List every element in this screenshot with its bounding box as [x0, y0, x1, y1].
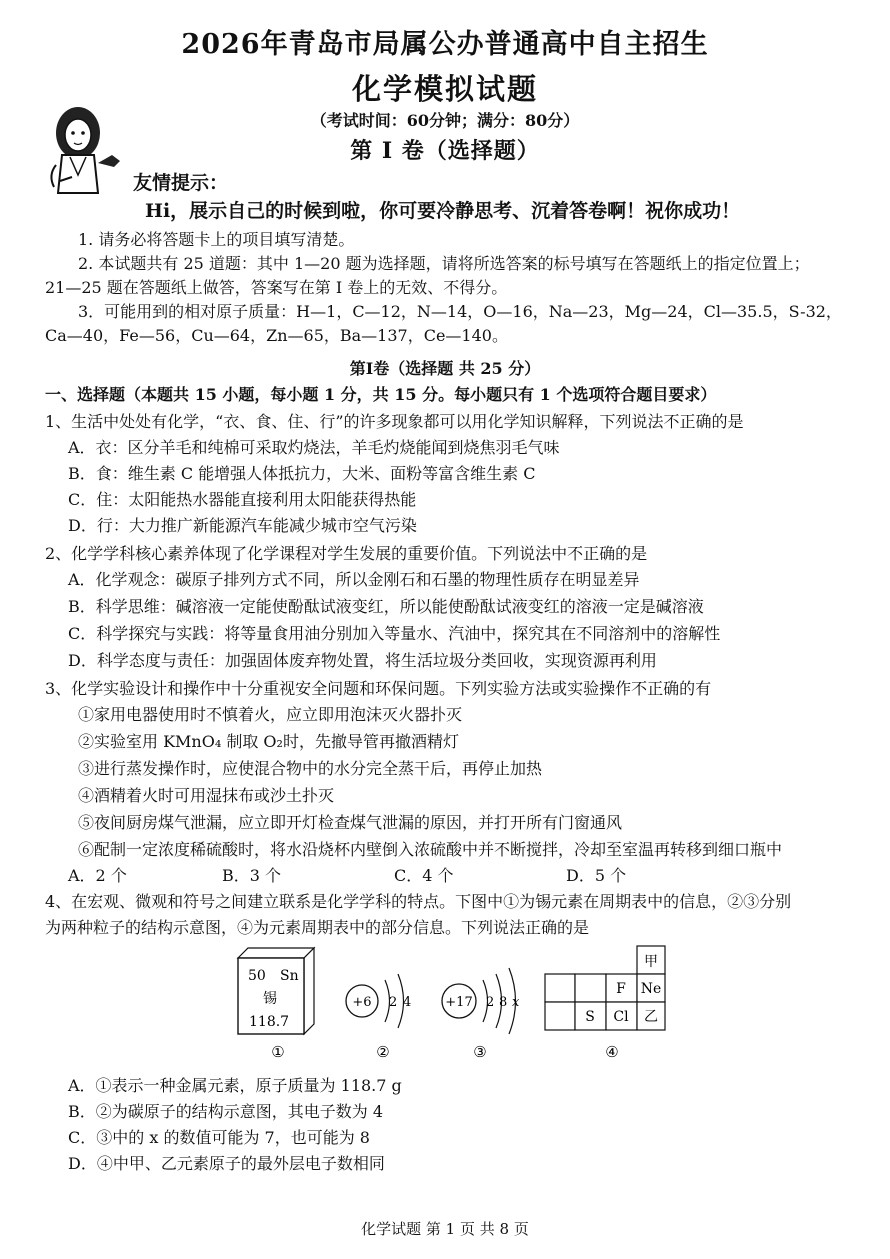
atom3-shell-3: x	[512, 995, 520, 1010]
q3-option-a: A．2 个	[68, 866, 127, 885]
q3-option-b: B．3 个	[222, 866, 282, 885]
cell-chlorine: Cl	[613, 1009, 629, 1025]
atom2-shell-1: 2	[389, 995, 398, 1010]
q3-stem: 3、化学实验设计和操作中十分重视安全问题和环保问题。下列实验方法或实验操作不正确的有	[45, 679, 712, 698]
tips-heading: 友情提示：	[133, 172, 229, 194]
atom3-nucleus: +17	[445, 995, 473, 1010]
q4-stem-line-1: 4、在宏观、微观和符号之间建立联系是化学学科的特点。下图中①为锡元素在周期表中的信息，②③分别	[45, 892, 792, 911]
q1-stem: 1、生活中处处有化学，“衣、食、住、行”的许多现象都可以用化学知识解释，下列说法不正确的是	[45, 412, 744, 431]
atom3-shell-1: 2	[486, 995, 495, 1010]
q2-option-c: C．科学探究与实践：将等量食用油分别加入等量水、汽油中，探究其在不同溶剂中的溶解性	[68, 624, 721, 643]
cell-neon: Ne	[640, 981, 662, 997]
exam-meta: （考试时间：60分钟；满分：80分）	[310, 111, 580, 130]
q2-stem: 2、化学学科核心素养体现了化学课程对学生发展的重要价值。下列说法中不正确的是	[45, 544, 648, 563]
tips-rule-3-line-2: Ca—40，Fe—56，Cu—64，Zn—65，Ba—137，Ce—140。	[45, 326, 508, 345]
page-footer: 化学试题 第 1 页 共 8 页	[361, 1220, 529, 1238]
figure-label-3: ③	[473, 1043, 487, 1061]
exam-title: 2026年青岛市局属公办普通高中自主招生	[181, 29, 709, 60]
q4-option-a: A．①表示一种金属元素，原子质量为 118.7 g	[68, 1076, 402, 1095]
tin-atomic-number: 50	[248, 968, 266, 984]
atom-structure-2	[346, 974, 411, 1028]
tips-rule-2-line-1: 2. 本试题共有 25 道题：其中 1—20 题为选择题，请将所选答案的标号填写在答题纸上的指定位置上；	[78, 254, 810, 273]
q2-option-d: D．科学态度与责任：加强固体废弃物处置，将生活垃圾分类回收，实现资源再利用	[68, 651, 657, 670]
tips-rule-2-line-2: 21—25 题在答题纸上做答，答案写在第 I 卷上的无效、不得分。	[45, 278, 508, 297]
q4-option-d: D．④中甲、乙元素原子的最外层电子数相同	[68, 1154, 385, 1173]
cell-jia: 甲	[644, 954, 658, 970]
tips-rule-1: 1. 请务必将答题卡上的项目填写清楚。	[78, 230, 355, 249]
q3-item-3: ③进行蒸发操作时，应使混合物中的水分完全蒸干后，再停止加热	[78, 759, 543, 778]
q4-option-c: C．③中的 x 的数值可能为 7，也可能为 8	[68, 1128, 370, 1147]
exam-subtitle: 化学模拟试题	[351, 72, 538, 106]
tips-encourage: Hi，展示自己的时候到啦，你可要冷静思考、沉着答卷啊！祝你成功！	[145, 200, 741, 222]
periodic-table-fragment	[545, 946, 665, 1030]
q4-figure	[228, 940, 688, 1065]
volume-title: 第 I 卷（选择题）	[350, 138, 540, 164]
q2-option-b: B．科学思维：碱溶液一定能使酚酞试液变红，所以能使酚酞试液变红的溶液一定是碱溶液	[68, 597, 704, 616]
q1-option-a: A．衣：区分羊毛和纯棉可采取灼烧法，羊毛灼烧能闻到烧焦羽毛气味	[68, 438, 560, 457]
q4-stem-line-2: 为两种粒子的结构示意图，④为元素周期表中的部分信息。下列说法正确的是	[45, 918, 590, 937]
atom-structure-3	[442, 968, 520, 1034]
tin-name: 锡	[263, 991, 277, 1007]
atom2-nucleus: +6	[352, 995, 372, 1010]
volume-line: 第Ⅰ卷（选择题 共 25 分）	[349, 359, 541, 378]
tin-atomic-mass: 118.7	[249, 1014, 290, 1030]
q3-item-4: ④酒精着火时可用湿抹布或沙土扑灭	[78, 786, 335, 805]
figure-label-1: ①	[271, 1043, 285, 1061]
q4-option-b: B．②为碳原子的结构示意图，其电子数为 4	[68, 1102, 384, 1121]
q3-option-d: D．5 个	[566, 866, 627, 885]
part-title: 一、选择题（本题共 15 小题，每小题 1 分，共 15 分。每小题只有 1 个选项符合题目要求）	[45, 385, 717, 404]
atom3-shell-2: 8	[499, 995, 508, 1010]
mascot-illustration	[40, 105, 126, 197]
q1-option-b: B．食：维生素 C 能增强人体抵抗力，大米、面粉等富含维生素 C	[68, 464, 536, 483]
q3-option-c: C．4 个	[394, 866, 454, 885]
tips-rule-3-line-1: 3．可能用到的相对原子质量：H—1，C—12，N—14，O—16，Na—23，Mg—24，Cl—35.5，S-32，	[78, 302, 842, 321]
figure-label-4: ④	[605, 1043, 619, 1061]
atom2-shell-2: 4	[403, 995, 412, 1010]
q1-option-d: D．行：大力推广新能源汽车能减少城市空气污染	[68, 516, 417, 535]
tin-symbol: Sn	[280, 968, 299, 984]
q3-item-5: ⑤夜间厨房煤气泄漏，应立即开灯检查煤气泄漏的原因，并打开所有门窗通风	[78, 813, 623, 832]
cell-fluorine: F	[616, 981, 626, 997]
cell-sulfur: S	[585, 1009, 595, 1025]
q3-item-6: ⑥配制一定浓度稀硫酸时，将水沿烧杯内壁倒入浓硫酸中并不断搅拌，冷却至室温再转移到细口瓶中	[78, 840, 783, 859]
tin-element-card	[238, 948, 314, 1034]
figure-label-2: ②	[376, 1043, 390, 1061]
q1-option-c: C．住：太阳能热水器能直接利用太阳能获得热能	[68, 490, 417, 509]
cell-yi: 乙	[644, 1009, 658, 1025]
q3-item-2: ②实验室用 KMnO₄ 制取 O₂时，先撤导管再撤酒精灯	[78, 732, 459, 751]
q2-option-a: A．化学观念：碳原子排列方式不同，所以金刚石和石墨的物理性质存在明显差异	[68, 570, 640, 589]
q3-item-1: ①家用电器使用时不慎着火，应立即用泡沫灭火器扑灭	[78, 705, 463, 724]
